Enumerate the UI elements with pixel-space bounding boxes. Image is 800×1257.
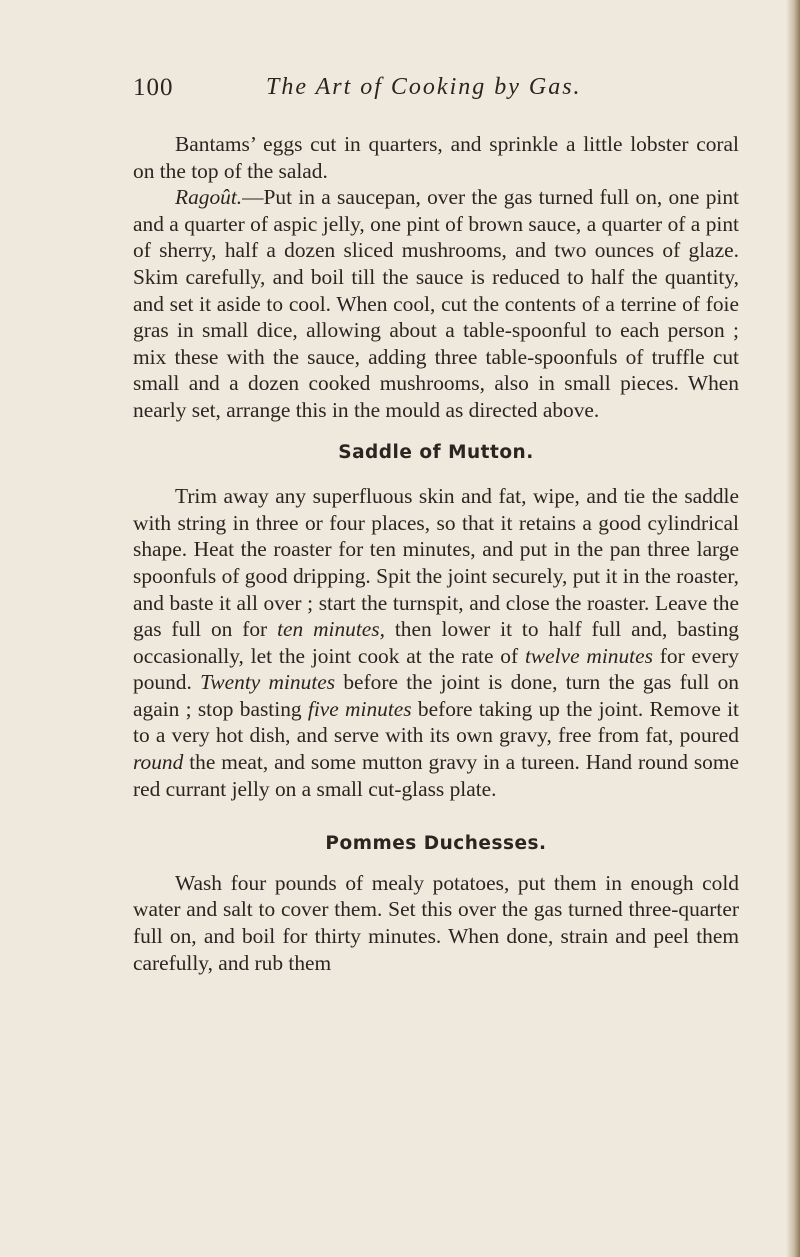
heading-pommes-duchesses: Pommes Duchesses.: [325, 833, 547, 855]
paragraph-pommes: Wash four pounds of mealy potatoes, put them in enough cold water and salt to cover them. Set this over the gas turned three-quarter full on, and boil for thirty minutes. When done, strain and peel them carefully, and rub them: [133, 870, 739, 975]
saddle-text-4: before the joint is done, turn the gas full on again ; stop basting: [133, 670, 739, 721]
saddle-text-5: before taking up the joint. Remove it to a very hot dish, and serve with its own gravy, free from fat, poured: [133, 696, 740, 748]
page-body: [133, 131, 739, 976]
saddle-italic-2: twelve minutes: [524, 643, 653, 668]
saddle-text-1: Trim away any superfluous skin and fat, wipe, and tie the saddle with string in three or four places, so that it retains a good cylindrical shape. Heat the roaster for ten minutes, and put in the pan three large spoonfuls of good dripping. Spit the joint securely, put it in the roaster, and baste it all over ; start the turnspit, and close the roaster. Leave the gas full on for: [133, 484, 739, 642]
saddle-italic-5: round: [133, 750, 184, 775]
saddle-text-3: for every pound.: [133, 643, 740, 695]
ragout-text: —Put in a saucepan, over the gas turned full on, one pint and a quarter of aspic jelly, one pint of brown sauce, a quarter of a pint of sherry, half a dozen sliced mushrooms, and two ounces of glaze. Skim carefully, and boil till the sauce is reduced to half the quantity, and set it aside to cool. When cool, cut the contents of a terrine of foie gras in small dice, allowing about a table-spoonful to each person ; mix these with the sauce, adding three table-spoonfuls of truffle cut small and a dozen cooked mushrooms, also in small pieces. When nearly set, arrange this in the mould as directed above.: [133, 185, 739, 422]
heading-saddle-of-mutton: Saddle of Mutton.: [338, 441, 534, 463]
saddle-text-2: then lower it to half full and, basting occasionally, let the joint cook at the rate of: [133, 617, 740, 668]
saddle-italic-1: ten minutes,: [277, 617, 385, 642]
page-number: 100: [133, 74, 174, 101]
page-edge-shadow: [786, 0, 800, 1257]
paragraph-ragout: [133, 184, 739, 423]
saddle-italic-4: five minutes: [307, 696, 412, 721]
running-title: The Art of Cooking by Gas.: [266, 74, 582, 100]
saddle-text-6: the meat, and some mutton gravy in a tureen. Hand round some red currant jelly on a small cut-glass plate.: [133, 750, 739, 801]
ragout-label: Ragoût.: [175, 185, 243, 210]
saddle-italic-3: Twenty minutes: [200, 670, 336, 695]
paragraph-bantams: Bantams’ eggs cut in quarters, and sprinkle a little lobster coral on the top of the salad.: [133, 132, 739, 183]
paragraph-saddle: [133, 483, 739, 802]
page-header: [133, 74, 653, 114]
